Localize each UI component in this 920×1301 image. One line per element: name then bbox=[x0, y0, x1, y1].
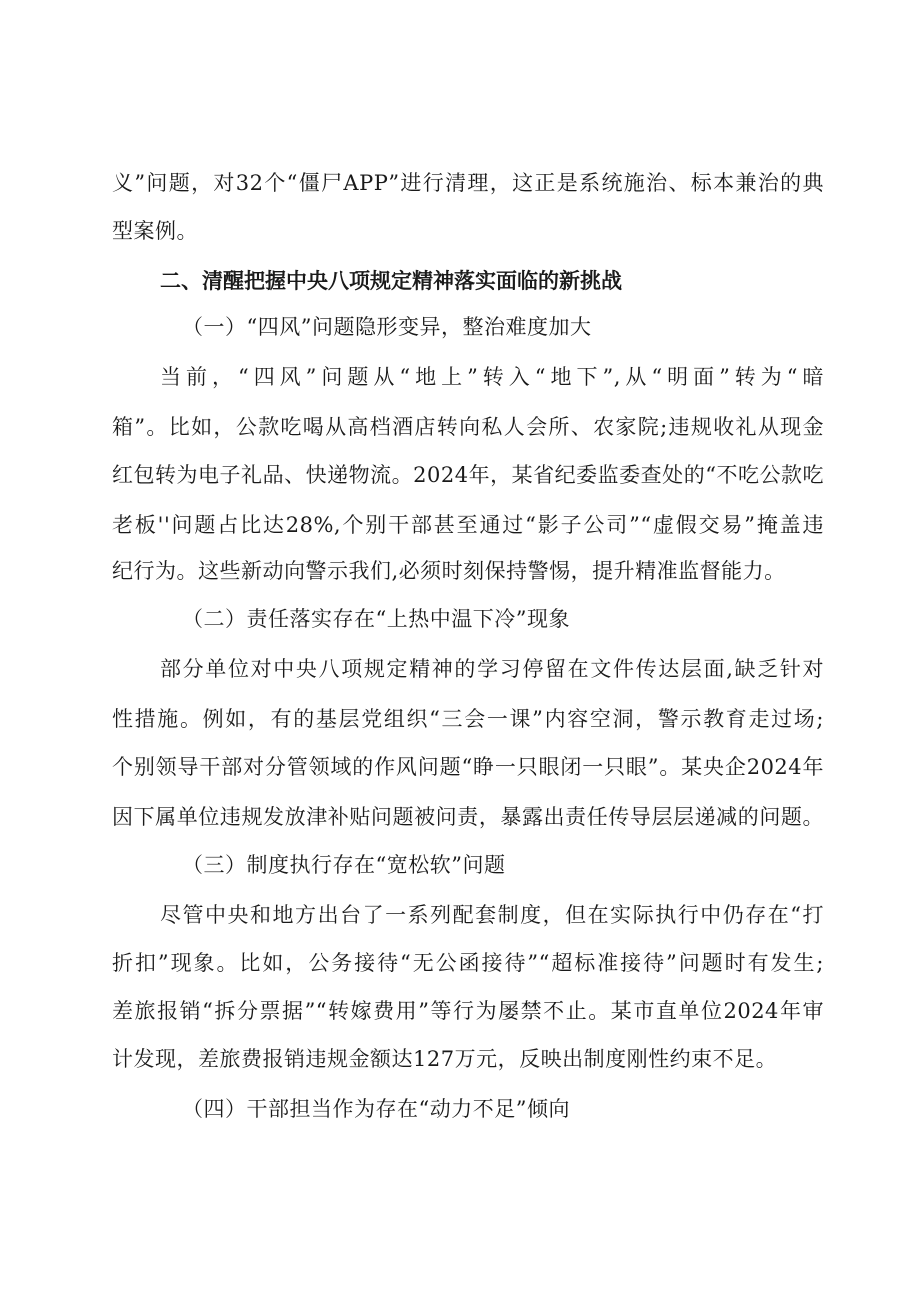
paragraph-line: 老板''问题占比达28%,个别干部甚至通过“影子公司”“虚假交易”掩盖违 bbox=[112, 513, 824, 537]
paragraph-line: 性措施。例如，有的基层党组织“三会一课”内容空洞，警示教育走过场; bbox=[112, 707, 824, 731]
paragraph-line: 义”问题，对32个“僵尸APP”进行清理，这正是系统施治、标本兼治的典 bbox=[112, 171, 824, 195]
paragraph-line: 纪行为。这些新动向警示我们,必须时刻保持警惕，提升精准监督能力。 bbox=[112, 559, 786, 583]
subsection-heading: （一）“四风”问题隐形变异，整治难度加大 bbox=[182, 315, 592, 339]
paragraph-line: 当前，“四风”问题从“地上”转入“地下”,从“明面”转为“暗 bbox=[160, 365, 824, 389]
paragraph-line: 部分单位对中央八项规定精神的学习停留在文件传达层面,缺乏针对 bbox=[160, 657, 824, 681]
paragraph-line: 个别领导干部对分管领域的作风问题“睁一只眼闭一只眼”。某央企2024年 bbox=[112, 755, 824, 779]
paragraph-line: 折扣”现象。比如，公务接待“无公函接待”“超标准接待”问题时有发生; bbox=[112, 951, 824, 975]
paragraph-line: 箱”。比如，公款吃喝从高档酒店转向私人会所、农家院;违规收礼从现金 bbox=[112, 415, 824, 439]
subsection-heading: （三）制度执行存在“宽松软”问题 bbox=[182, 853, 506, 877]
subsection-heading: （二）责任落实存在“上热中温下冷”现象 bbox=[182, 607, 570, 631]
section-heading: 二、清醒把握中央八项规定精神落实面临的新挑战 bbox=[160, 269, 622, 293]
paragraph-line: 红包转为电子礼品、快递物流。2024年，某省纪委监委查处的“不吃公款吃 bbox=[112, 463, 824, 487]
paragraph-line: 计发现，差旅费报销违规金额达127万元，反映出制度刚性约束不足。 bbox=[112, 1047, 778, 1071]
paragraph-line: 因下属单位违规发放津补贴问题被问责，暴露出责任传导层层递减的问题。 bbox=[112, 805, 824, 829]
subsection-heading: （四）干部担当作为存在“动力不足”倾向 bbox=[182, 1097, 570, 1121]
paragraph-line: 尽管中央和地方出台了一系列配套制度，但在实际执行中仍存在“打 bbox=[160, 903, 824, 927]
paragraph-line: 型案例。 bbox=[112, 219, 198, 243]
paragraph-line: 差旅报销“拆分票据”“转嫁费用”等行为屡禁不止。某市直单位2024年审 bbox=[112, 999, 824, 1023]
